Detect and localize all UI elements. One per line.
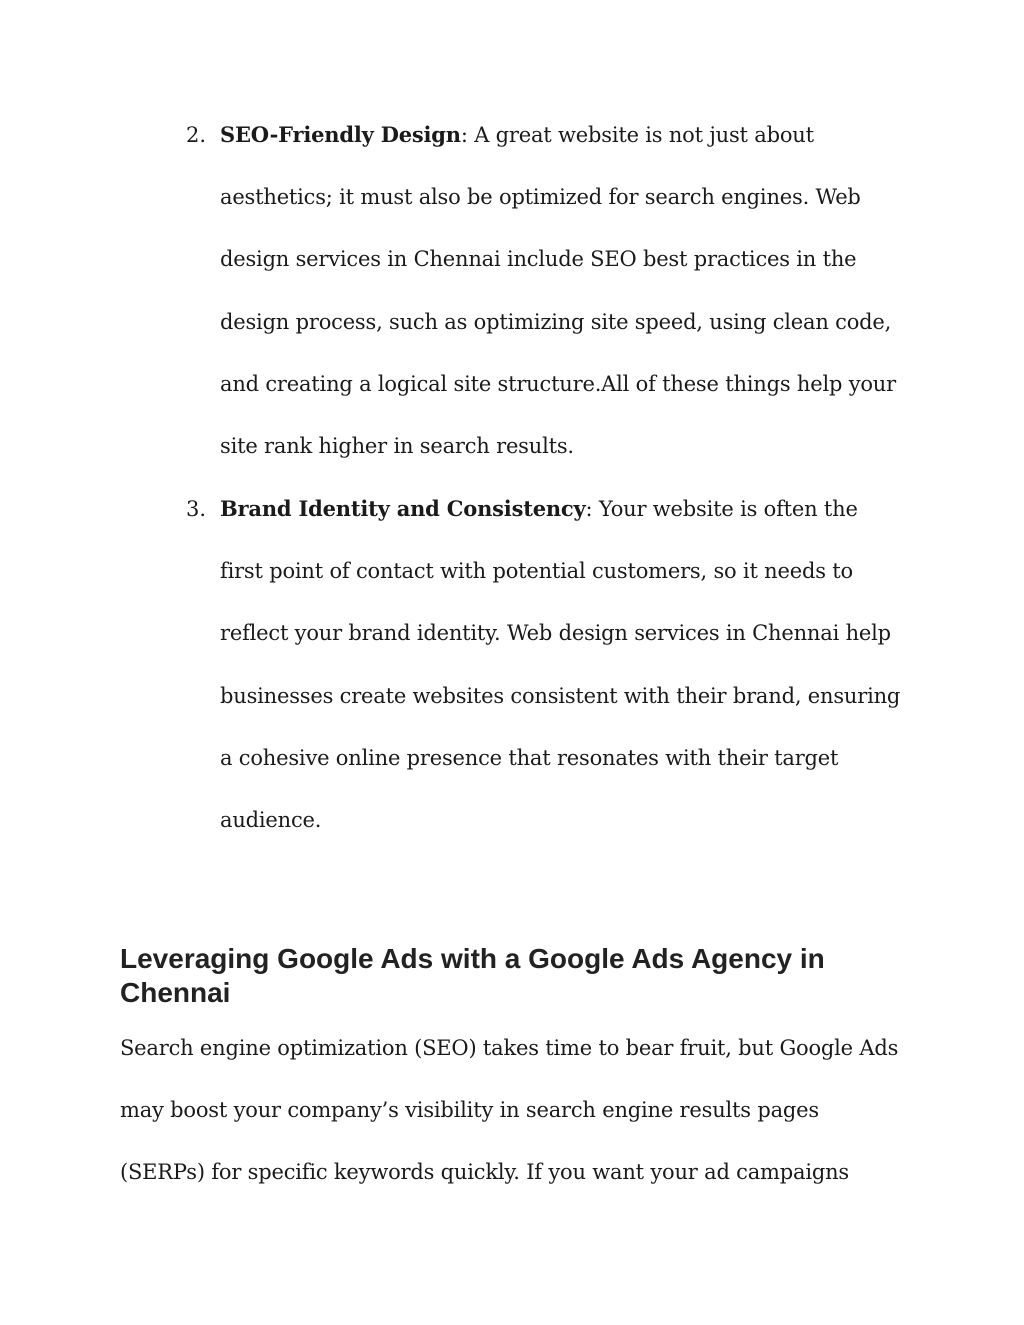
list-item (186, 104, 906, 477)
list-item-description: : Your website is often the first point of contact with potential customers, so it needs to reflect your brand identity. Web design services in Chennai help businesses create websites consistent with their brand, ensuring a cohesive online presence that resonates with their target audience. (220, 497, 901, 833)
list-item-number: 3. (186, 497, 207, 521)
list-item-term: SEO-Friendly Design (220, 122, 461, 147)
list-item-term: Brand Identity and Consistency (220, 496, 586, 521)
list-item-number: 2. (186, 123, 207, 147)
list-item-text (220, 478, 906, 851)
list-item-text (220, 104, 906, 477)
section-heading: Leveraging Google Ads with a Google Ads Agency in Chennai (120, 943, 825, 1008)
section-paragraph: Search engine optimization (SEO) takes time to bear fruit, but Google Ads may boost your company’s visibility in search engine results pages (SERPs) for specific keywords quickly. If you want your ad campaigns (120, 1036, 899, 1185)
list-item (186, 478, 906, 851)
list-item-description: : A great website is not just about aesthetics; it must also be optimized for search engines. Web design services in Chennai include SEO best practices in the design process, such as optimizing site speed, using clean code, and creating a logical site structure.All of these things help your site rank higher in search results. (220, 123, 896, 459)
